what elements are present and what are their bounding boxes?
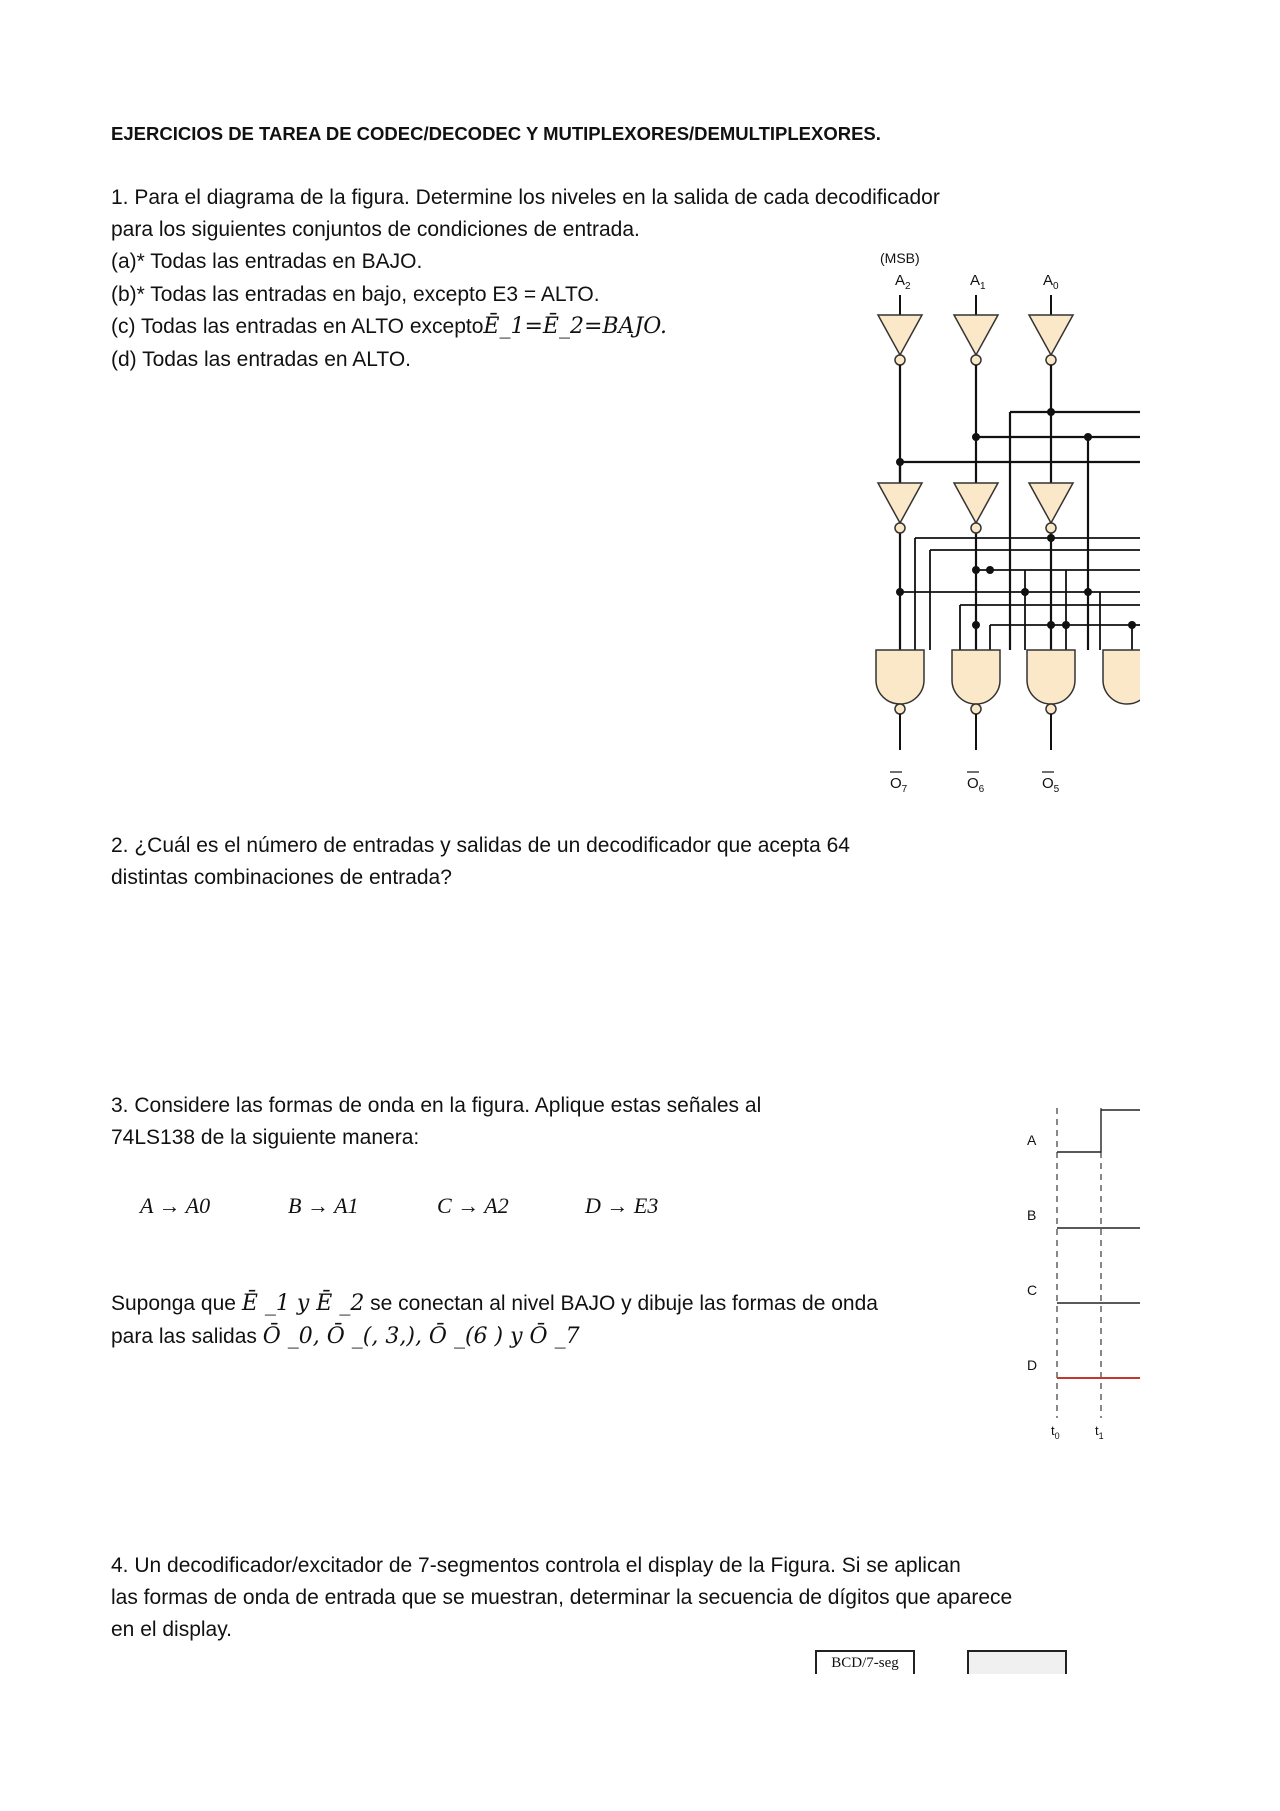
inverter-a1-icon	[954, 315, 998, 355]
output-label-o6: $O_6$	[967, 775, 985, 795]
input-label-a0: $A_0$	[1043, 272, 1059, 292]
q3-line2: 74LS138 de la siguiente manera:	[111, 1126, 420, 1149]
q3-para: para las salidas Ō _0, Ō _(, 3,), Ō _(6 ) y Ō _7	[111, 1324, 580, 1349]
map-c: C → A2	[437, 1193, 509, 1218]
q3-suppose-math: Ē _1 y Ē _2	[241, 1291, 365, 1316]
nand-gate-o7-icon	[876, 650, 924, 704]
map-b: B → A1	[288, 1193, 359, 1218]
time-label-t0: $t_0$	[1051, 1423, 1060, 1441]
q2-line2: distintas combinaciones de entrada?	[111, 866, 452, 889]
q1-item-c	[111, 311, 667, 343]
q1-item-d: (d) Todas las entradas en ALTO.	[111, 348, 412, 371]
q1-item-c-text: (c) Todas las entradas en ALTO excepto	[111, 315, 484, 338]
nand-gate-o6-icon	[952, 650, 1000, 704]
wave-label-d: D	[1027, 1357, 1038, 1373]
q3-line1: 3. Considere las formas de onda en la figura. Aplique estas señales al	[111, 1094, 762, 1117]
input-label-a1: $A_1$	[970, 272, 986, 292]
bcd-7seg-label: BCD/7-seg	[831, 1655, 899, 1671]
bcd-7seg-box	[815, 1650, 915, 1674]
q4-line2: las formas de onda de entrada que se muestran, determinar la secuencia de dígitos que aparece	[111, 1586, 1013, 1609]
time-label-t1: $t_1$	[1095, 1423, 1104, 1441]
q1-item-c-math: Ē_1=Ē_2=BAJO.	[483, 314, 667, 339]
q4-line3: en el display.	[111, 1618, 233, 1641]
q1-line2: para los siguientes conjuntos de condiciones de entrada.	[111, 218, 640, 241]
inverter-a2-icon	[878, 315, 922, 355]
inverter-2-a1-icon	[954, 483, 998, 523]
input-label-a2: $A_2$	[895, 272, 911, 292]
nand-gate-o5-icon	[1027, 650, 1075, 704]
display-box	[967, 1650, 1067, 1674]
nand-gate-o4-icon	[1103, 650, 1140, 704]
page-title: EJERCICIOS DE TAREA DE CODEC/DECODEC Y MUTIPLEXORES/DEMULTIPLEXORES.	[111, 123, 881, 144]
waveform-diagram	[1015, 1100, 1140, 1450]
output-label-o7: $O_7$	[890, 775, 908, 795]
q4-line1: 4. Un decodificador/excitador de 7-segmentos controla el display de la Figura. Si se aplican	[111, 1554, 961, 1577]
map-d: D → E3	[585, 1193, 659, 1218]
inverter-2-a0-icon	[1029, 483, 1073, 523]
wave-label-c: C	[1027, 1282, 1038, 1298]
decoder-diagram	[870, 240, 1140, 810]
q3-suppose: Suponga que Ē _1 y Ē _2 se conectan al nivel BAJO y dibuje las formas de onda	[111, 1291, 878, 1316]
q1-line1: 1. Para el diagrama de la figura. Determine los niveles en la salida de cada decodificador	[111, 186, 940, 209]
output-label-o5: $O_5$	[1042, 775, 1060, 795]
inverter-a0-icon	[1029, 315, 1073, 355]
wave-label-a: A	[1027, 1132, 1037, 1148]
wave-label-b: B	[1027, 1207, 1037, 1223]
q1-item-b: (b)* Todas las entradas en bajo, excepto E3 = ALTO.	[111, 283, 600, 306]
msb-label: (MSB)	[880, 250, 920, 266]
q2-line1: 2. ¿Cuál es el número de entradas y salidas de un decodificador que acepta 64	[111, 834, 850, 857]
wave-a	[1057, 1110, 1140, 1152]
q1-item-a: (a)* Todas las entradas en BAJO.	[111, 250, 423, 273]
inverter-2-a2-icon	[878, 483, 922, 523]
q3-para-math: Ō _0, Ō _(, 3,), Ō _(6 ) y Ō _7	[262, 1324, 580, 1349]
map-a: A → A0	[140, 1193, 211, 1218]
